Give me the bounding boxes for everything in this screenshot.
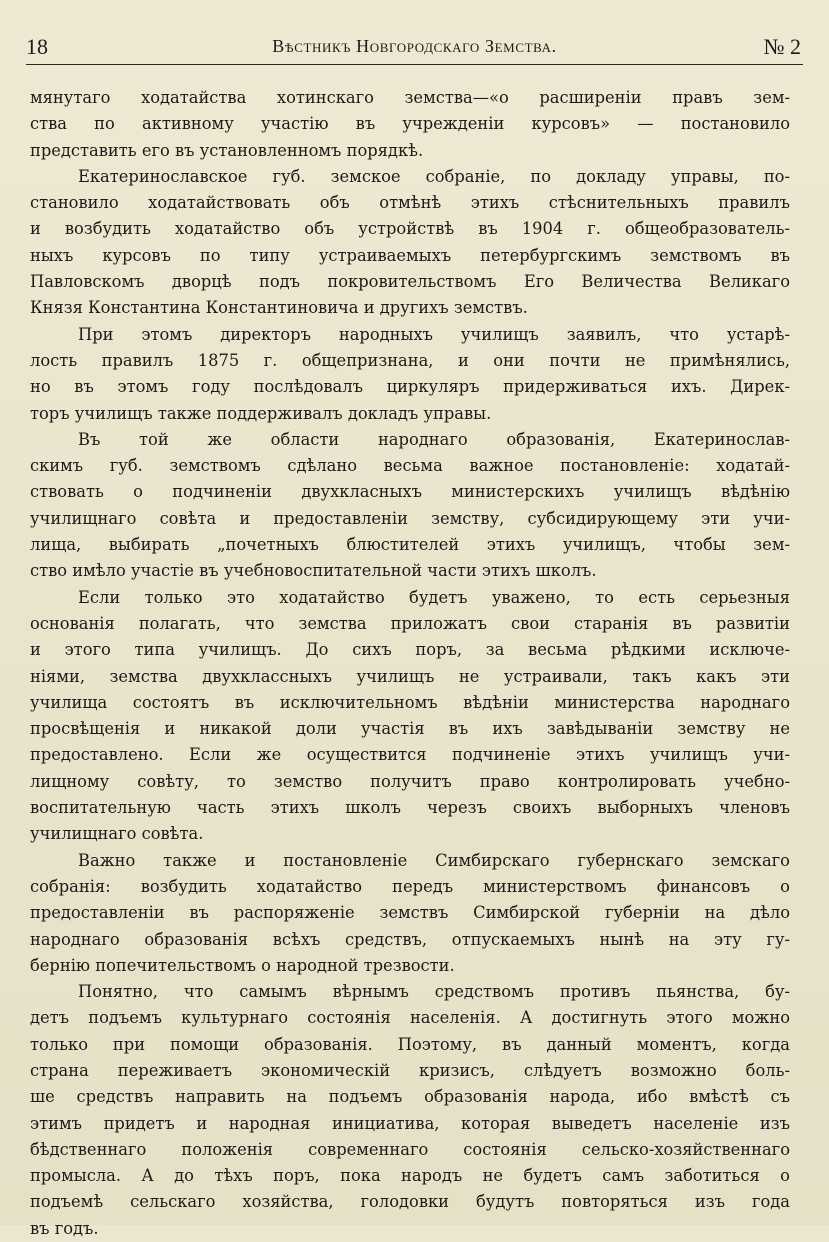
text-line: становило ходатайствовать объ отмѣнѣ этихъ стѣснительныхъ правилъ: [30, 193, 790, 213]
text-line: но въ этомъ году послѣдовалъ циркуляръ придерживаться ихъ. Дирек-: [30, 377, 790, 397]
text-line: предоставленіи въ распоряженіе земствъ Симбирской губерніи на дѣло: [30, 903, 790, 923]
text-line: училищнаго совѣта и предоставленіи земству, субсидирующему эти учи-: [30, 508, 790, 528]
text-line: Павловскомъ дворцѣ подъ покровительствомъ Его Величества Великаго: [30, 272, 790, 292]
text-line: Важно также и постановленіе Симбирскаго губернскаго земскаго: [78, 850, 790, 870]
text-line: предоставлено. Если же осуществится подчиненіе этихъ училищъ учи-: [30, 745, 790, 765]
text-line: только при помощи образованія. Поэтому, въ данный моментъ, когда: [30, 1034, 790, 1054]
text-line: ше средствъ направить на подъемъ образованія народа, ибо вмѣстѣ съ: [30, 1087, 790, 1107]
page-number: 18: [26, 34, 48, 59]
text-line: представить его въ установленномъ порядкѣ.: [30, 140, 424, 160]
body-text: [30, 85, 790, 1242]
text-line: въ годъ.: [30, 1218, 99, 1238]
text-line: Князя Константина Константиновича и другихъ земствъ.: [30, 298, 528, 318]
text-line: детъ подъемъ культурнаго состоянія населенія. А достигнуть этого можно: [30, 1008, 790, 1028]
text-line: и этого типа училищъ. До сихъ поръ, за весьма рѣдкими исключе-: [30, 640, 790, 660]
text-line: ныхъ курсовъ по типу устраиваемыхъ петербургскимъ земствомъ въ: [30, 245, 790, 265]
issue-number: № 2: [763, 34, 801, 59]
text-line: Понятно, что самымъ вѣрнымъ средствомъ противъ пьянства, бу-: [78, 982, 790, 1002]
text-line: училищнаго совѣта.: [30, 824, 204, 844]
text-line: бернію попечительствомъ о народной трезвости.: [30, 955, 455, 975]
text-line: скимъ губ. земствомъ сдѣлано весьма важное постановленіе: ходатай-: [30, 456, 790, 476]
page-header: [26, 30, 803, 65]
text-line: Въ той же области народнаго образованія, Екатеринослав-: [78, 429, 790, 449]
text-line: ства по активному участію въ учрежденіи курсовъ» — постановило: [30, 114, 790, 134]
text-line: страна переживаетъ экономическій кризисъ, слѣдуетъ возможно боль-: [30, 1060, 790, 1080]
text-line: Если только это ходатайство будетъ уважено, то есть серьезныя: [78, 587, 790, 607]
text-line: подъемѣ сельскаго хозяйства, голодовки будутъ повторяться изъ года: [30, 1192, 790, 1212]
text-line: просвѣщенія и никакой доли участія въ ихъ завѣдываніи земству не: [30, 719, 790, 739]
text-line: промысла. А до тѣхъ поръ, пока народъ не будетъ самъ заботиться о: [30, 1166, 790, 1186]
text-line: Екатеринославское губ. земское собраніе, по докладу управы, по-: [78, 166, 790, 186]
text-line: ствовать о подчиненіи двухкласныхъ министерскихъ училищъ вѣдѣнію: [30, 482, 790, 502]
text-line: мянутаго ходатайства хотинскаго земства—«о расширеніи правъ зем-: [30, 88, 790, 107]
text-line: бѣдственнаго положенія современнаго состоянія сельско-хозяйственнаго: [30, 1139, 790, 1159]
text-line: основанія полагать, что земства приложатъ свои старанія въ развитіи: [30, 613, 790, 633]
text-line: торъ училищъ также поддерживалъ докладъ управы.: [30, 403, 492, 423]
text-line: ство имѣло участіе въ учебновоспитательной части этихъ школъ.: [30, 561, 597, 581]
text-line: При этомъ директоръ народныхъ училищъ заявилъ, что устарѣ-: [78, 324, 790, 344]
text-line: лища, выбирать „почетныхъ блюстителей этихъ училищъ, чтобы зем-: [30, 535, 790, 555]
running-title: Вѣстникъ Новгородскаго Земства.: [272, 36, 557, 56]
text-line: и возбудить ходатайство объ устройствѣ въ 1904 г. общеобразователь-: [30, 219, 790, 239]
text-line: ніями, земства двухклассныхъ училищъ не устраивали, такъ какъ эти: [30, 666, 790, 686]
text-line: народнаго образованія всѣхъ средствъ, отпускаемыхъ нынѣ на эту гу-: [30, 929, 790, 949]
text-line: этимъ придетъ и народная инициатива, которая выведетъ населеніе изъ: [30, 1113, 790, 1133]
text-line: собранія: возбудить ходатайство передъ министерствомъ финансовъ о: [30, 876, 790, 896]
text-line: лищному совѣту, то земство получитъ право контролировать учебно-: [30, 771, 790, 791]
text-line: лость правилъ 1875 г. общепризнана, и они почти не примѣнялись,: [30, 350, 790, 370]
text-line: училища состоятъ въ исключительномъ вѣдѣніи министерства народнаго: [30, 692, 790, 712]
text-line: воспитательную часть этихъ школъ черезъ своихъ выборныхъ членовъ: [30, 798, 790, 818]
